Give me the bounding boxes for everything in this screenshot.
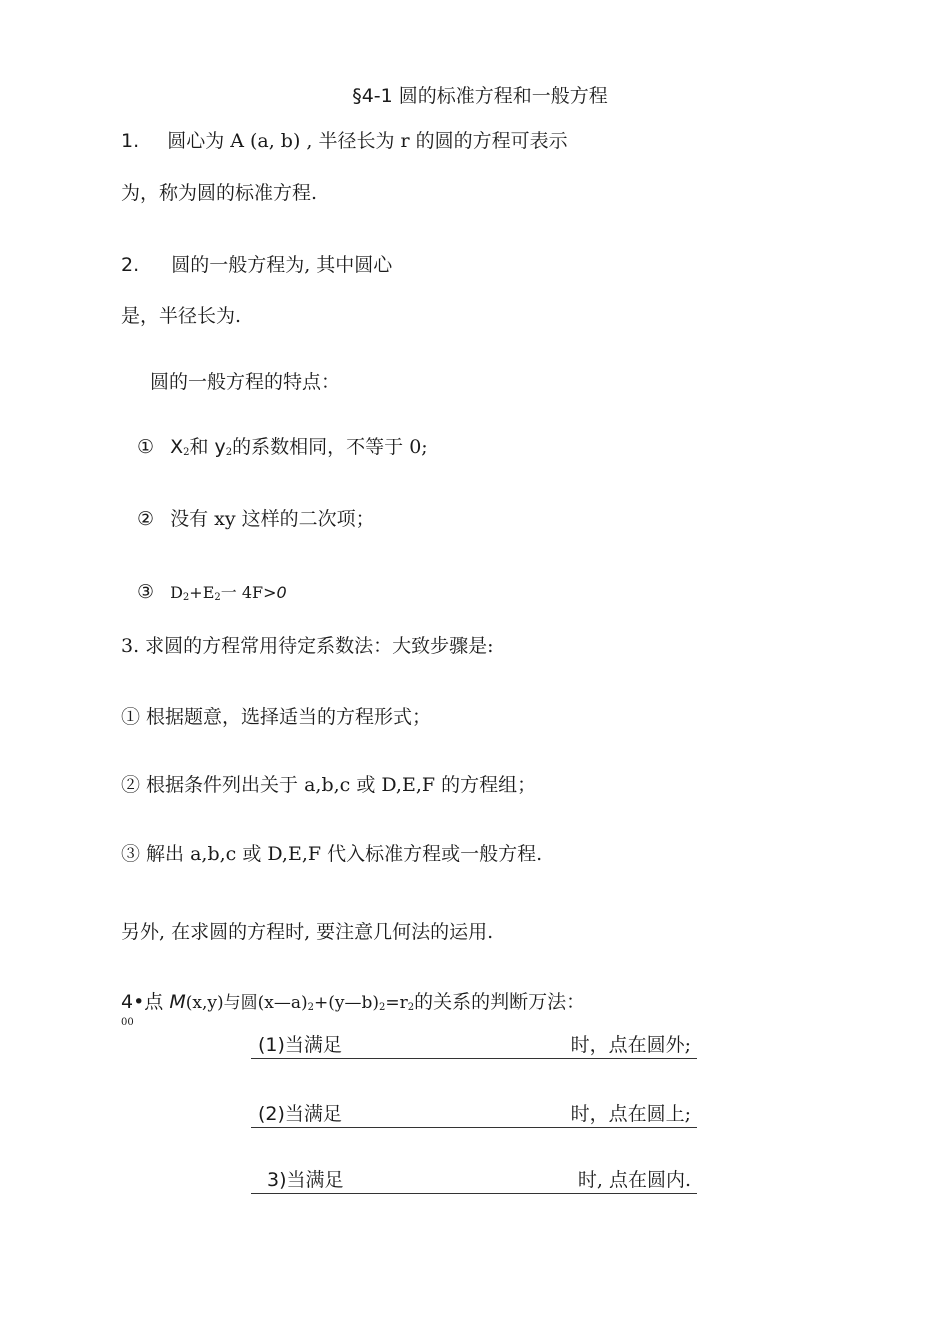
condition-row-inside bbox=[251, 1165, 697, 1194]
q1-line2: 为，称为圆的标准方程. bbox=[121, 182, 318, 204]
q3-heading: 3. 求圆的方程常用待定系数法：大致步骤是: bbox=[121, 635, 494, 657]
page-title: §4-1 圆的标准方程和一般方程 bbox=[352, 85, 608, 107]
q1-text: 圆心为 A (a, b) , 半径长为 r 的圆的方程可表示 bbox=[167, 130, 568, 152]
q3-step-2: ② 根据条件列出关于 a,b,c 或 D,E,F 的方程组； bbox=[121, 774, 537, 796]
q1-line1 bbox=[121, 129, 568, 153]
condition-result: 时, 点在圆内. bbox=[577, 1169, 691, 1191]
condition-label: (1)当满足 bbox=[258, 1034, 342, 1056]
q4-tiny-mark: 00 bbox=[121, 1017, 134, 1028]
condition-result: 时，点在圆外; bbox=[570, 1034, 691, 1056]
q2-line2: 是，半径长为. bbox=[121, 305, 242, 327]
feature-item-3: ③ $D_2+E_2$一 4F>0 bbox=[137, 581, 287, 603]
condition-row-outside bbox=[251, 1030, 697, 1059]
circled-three-marker: ③ bbox=[137, 581, 155, 603]
feature-item-2: ② 没有 xy 这样的二次项； bbox=[137, 508, 375, 530]
condition-result: 时，点在圆上; bbox=[570, 1103, 691, 1125]
q1-number: 1. bbox=[121, 130, 140, 152]
condition-label: 3)当满足 bbox=[267, 1169, 344, 1191]
q2-text: 圆的一般方程为, 其中圆心 bbox=[171, 254, 393, 276]
q3-step-1: ① 根据题意，选择适当的方程形式； bbox=[121, 706, 432, 728]
circled-two-marker: ② bbox=[137, 508, 155, 530]
condition-row-on bbox=[251, 1099, 697, 1128]
feature-item-1: ① $X_2$和 $y_2$的系数相同，不等于 0; bbox=[137, 436, 428, 458]
q2-line1 bbox=[121, 253, 392, 277]
circled-one-marker: ① bbox=[137, 436, 155, 458]
q3-step-3: ③ 解出 a,b,c 或 D,E,F 代入标准方程或一般方程. bbox=[121, 843, 543, 865]
condition-label: (2)当满足 bbox=[258, 1103, 342, 1125]
features-heading: 圆的一般方程的特点： bbox=[150, 371, 341, 393]
method-note: 另外, 在求圆的方程时, 要注意几何法的运用. bbox=[121, 921, 494, 943]
q4-heading: 4•点 M(x,y)与圆$(x—a)_2+(y—b)_2=r_2$的关系的判断万法： bbox=[121, 991, 586, 1013]
q2-number: 2. bbox=[121, 254, 140, 276]
